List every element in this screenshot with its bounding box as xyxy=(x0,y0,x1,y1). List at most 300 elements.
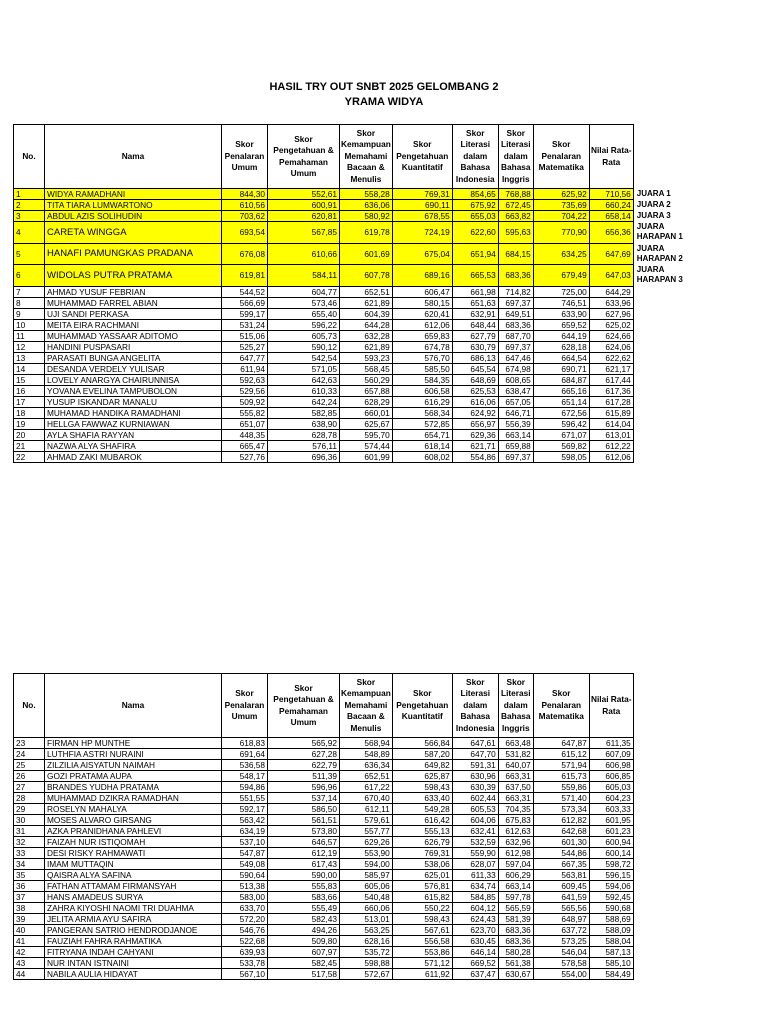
row-nama: PANGERAN SATRIO HENDRODJANOE xyxy=(45,925,222,936)
score-nilai-rata-rata: 594,06 xyxy=(589,881,633,892)
score-penalaran-matematika: 647,87 xyxy=(533,738,589,749)
score-penalaran-matematika: 565,56 xyxy=(533,903,589,914)
score-pengetahuan-kuantitatif: 612,06 xyxy=(392,319,452,330)
row-no: 20 xyxy=(14,429,45,440)
score-penalaran-matematika: 554,00 xyxy=(533,969,589,980)
score-pengetahuan-kuantitatif: 555,13 xyxy=(392,826,452,837)
score-pengetahuan-kuantitatif: 769,31 xyxy=(392,848,452,859)
award-label xyxy=(633,374,693,385)
score-pengetahuan-pemahaman-umum: 622,79 xyxy=(268,760,340,771)
score-kemampuan-memahami-bacaan: 636,06 xyxy=(340,200,393,211)
row-no: 39 xyxy=(14,914,45,925)
row-no: 1 xyxy=(14,189,45,200)
report-subtitle: YRAMA WIDYA xyxy=(344,96,424,108)
score-kemampuan-memahami-bacaan: 560,29 xyxy=(340,374,393,385)
score-literasi-inggris: 580,28 xyxy=(498,947,533,958)
row-nama: NAZWA ALYA SHAFIRA xyxy=(45,440,222,451)
score-literasi-inggris: 632,96 xyxy=(498,837,533,848)
score-literasi-indonesia: 647,70 xyxy=(452,749,498,760)
score-pengetahuan-pemahaman-umum: 590,12 xyxy=(268,341,340,352)
row-no: 41 xyxy=(14,936,45,947)
score-kemampuan-memahami-bacaan: 598,88 xyxy=(340,958,393,969)
score-literasi-inggris: 565,59 xyxy=(498,903,533,914)
row-no: 19 xyxy=(14,418,45,429)
score-kemampuan-memahami-bacaan: 557,77 xyxy=(340,826,393,837)
row-nama: FIRMAN HP MUNTHE xyxy=(45,738,222,749)
score-nilai-rata-rata: 710,56 xyxy=(589,189,633,200)
row-nama: AHMAD YUSUF FEBRIAN xyxy=(45,286,222,297)
score-pengetahuan-pemahaman-umum: 646,57 xyxy=(268,837,340,848)
table-row xyxy=(14,200,694,211)
header-literasi-inggris: Skor Literasi dalam Bahasa Inggris xyxy=(498,674,533,738)
row-nama: MUHAMMAD DZIKRA RAMADHAN xyxy=(45,793,222,804)
table-row xyxy=(14,297,694,308)
score-nilai-rata-rata: 588,09 xyxy=(589,925,633,936)
score-literasi-inggris: 556,39 xyxy=(498,418,533,429)
score-pengetahuan-pemahaman-umum: 642,24 xyxy=(268,396,340,407)
score-kemampuan-memahami-bacaan: 632,28 xyxy=(340,330,393,341)
score-penalaran-umum: 566,69 xyxy=(222,297,268,308)
score-pengetahuan-kuantitatif: 769,31 xyxy=(392,189,452,200)
table-row xyxy=(14,969,634,980)
score-pengetahuan-pemahaman-umum: 537,14 xyxy=(268,793,340,804)
results-table-1 xyxy=(13,124,694,463)
row-no: 29 xyxy=(14,804,45,815)
score-literasi-inggris: 768,88 xyxy=(498,189,533,200)
table-row xyxy=(14,804,634,815)
score-pengetahuan-kuantitatif: 598,43 xyxy=(392,914,452,925)
score-kemampuan-memahami-bacaan: 513,01 xyxy=(340,914,393,925)
row-nama: HANAFI PAMUNGKAS PRADANA xyxy=(45,243,222,265)
score-penalaran-matematika: 725,00 xyxy=(533,286,589,297)
score-pengetahuan-pemahaman-umum: 638,90 xyxy=(268,418,340,429)
row-no: 44 xyxy=(14,969,45,980)
row-nama: LOVELY ANARGYA CHAIRUNNISA xyxy=(45,374,222,385)
score-penalaran-matematika: 609,45 xyxy=(533,881,589,892)
row-no: 36 xyxy=(14,881,45,892)
score-kemampuan-memahami-bacaan: 660,01 xyxy=(340,407,393,418)
row-nama: ROSELYN MAHALYA xyxy=(45,804,222,815)
score-literasi-indonesia: 686,13 xyxy=(452,352,498,363)
score-kemampuan-memahami-bacaan: 652,51 xyxy=(340,771,393,782)
score-literasi-indonesia: 632,41 xyxy=(452,826,498,837)
score-penalaran-matematika: 633,90 xyxy=(533,308,589,319)
score-nilai-rata-rata: 601,23 xyxy=(589,826,633,837)
row-no: 8 xyxy=(14,297,45,308)
score-penalaran-umum: 572,20 xyxy=(222,914,268,925)
score-literasi-inggris: 597,04 xyxy=(498,859,533,870)
row-nama: MUHAMMAD YASSAAR ADITOMO xyxy=(45,330,222,341)
score-pengetahuan-kuantitatif: 654,71 xyxy=(392,429,452,440)
score-pengetahuan-kuantitatif: 576,70 xyxy=(392,352,452,363)
score-nilai-rata-rata: 611,35 xyxy=(589,738,633,749)
table-row xyxy=(14,211,694,222)
score-penalaran-umum: 527,76 xyxy=(222,451,268,462)
row-nama: FAUZIAH FAHRA RAHMATIKA xyxy=(45,936,222,947)
score-pengetahuan-kuantitatif: 538,06 xyxy=(392,859,452,870)
score-pengetahuan-pemahaman-umum: 555,49 xyxy=(268,903,340,914)
score-penalaran-matematika: 573,34 xyxy=(533,804,589,815)
row-nama: ZAHRA KIYOSHI NAOMI TRI DUAHMA xyxy=(45,903,222,914)
score-pengetahuan-pemahaman-umum: 571,05 xyxy=(268,363,340,374)
row-nama: DESI RISKY RAHMAWATI xyxy=(45,848,222,859)
score-penalaran-matematika: 628,18 xyxy=(533,341,589,352)
score-literasi-inggris: 697,37 xyxy=(498,341,533,352)
score-kemampuan-memahami-bacaan: 580,92 xyxy=(340,211,393,222)
score-pengetahuan-kuantitatif: 584,35 xyxy=(392,374,452,385)
score-literasi-indonesia: 605,53 xyxy=(452,804,498,815)
score-penalaran-umum: 536,58 xyxy=(222,760,268,771)
score-penalaran-matematika: 659,52 xyxy=(533,319,589,330)
score-penalaran-matematika: 573,25 xyxy=(533,936,589,947)
score-literasi-indonesia: 624,43 xyxy=(452,914,498,925)
score-nilai-rata-rata: 644,29 xyxy=(589,286,633,297)
score-nilai-rata-rata: 584,49 xyxy=(589,969,633,980)
score-literasi-inggris: 684,15 xyxy=(498,243,533,265)
score-penalaran-umum: 549,08 xyxy=(222,859,268,870)
table-row xyxy=(14,319,694,330)
score-pengetahuan-kuantitatif: 571,12 xyxy=(392,958,452,969)
score-kemampuan-memahami-bacaan: 585,97 xyxy=(340,870,393,881)
row-no: 4 xyxy=(14,222,45,244)
row-no: 6 xyxy=(14,265,45,287)
score-nilai-rata-rata: 617,44 xyxy=(589,374,633,385)
score-pengetahuan-kuantitatif: 616,29 xyxy=(392,396,452,407)
score-nilai-rata-rata: 612,06 xyxy=(589,451,633,462)
row-nama: MUHAMMAD FARREL ABIAN xyxy=(45,297,222,308)
row-no: 24 xyxy=(14,749,45,760)
score-penalaran-umum: 522,68 xyxy=(222,936,268,947)
score-pengetahuan-pemahaman-umum: 567,85 xyxy=(268,222,340,244)
score-pengetahuan-pemahaman-umum: 509,80 xyxy=(268,936,340,947)
score-penalaran-umum: 610,56 xyxy=(222,200,268,211)
score-penalaran-umum: 594,86 xyxy=(222,782,268,793)
score-pengetahuan-kuantitatif: 618,14 xyxy=(392,440,452,451)
header-penalaran-matematika: Skor Penalaran Matematika xyxy=(533,125,589,189)
score-penalaran-umum: 547,87 xyxy=(222,848,268,859)
header-kemampuan-memahami-bacaan: Skor Kemampuan Memahami Bacaan & Menulis xyxy=(340,125,393,189)
score-kemampuan-memahami-bacaan: 593,23 xyxy=(340,352,393,363)
score-penalaran-matematika: 615,73 xyxy=(533,771,589,782)
header-pengetahuan-kuantitatif: Skor Pengetahuan Kuantitatif xyxy=(392,125,452,189)
score-penalaran-matematika: 546,04 xyxy=(533,947,589,958)
row-nama: FAIZAH NUR ISTIQOMAH xyxy=(45,837,222,848)
score-literasi-indonesia: 604,06 xyxy=(452,815,498,826)
row-no: 16 xyxy=(14,385,45,396)
score-nilai-rata-rata: 587,13 xyxy=(589,947,633,958)
score-pengetahuan-kuantitatif: 633,40 xyxy=(392,793,452,804)
score-penalaran-matematika: 641,59 xyxy=(533,892,589,903)
row-no: 28 xyxy=(14,793,45,804)
score-pengetahuan-kuantitatif: 649,82 xyxy=(392,760,452,771)
score-nilai-rata-rata: 656,36 xyxy=(589,222,633,244)
score-kemampuan-memahami-bacaan: 628,16 xyxy=(340,936,393,947)
score-literasi-indonesia: 624,92 xyxy=(452,407,498,418)
score-pengetahuan-kuantitatif: 606,58 xyxy=(392,385,452,396)
score-literasi-inggris: 675,83 xyxy=(498,815,533,826)
score-penalaran-umum: 525,27 xyxy=(222,341,268,352)
row-nama: LUTHFIA ASTRI NURAINI xyxy=(45,749,222,760)
row-no: 22 xyxy=(14,451,45,462)
score-literasi-indonesia: 854,65 xyxy=(452,189,498,200)
award-label xyxy=(633,352,693,363)
score-literasi-inggris: 657,05 xyxy=(498,396,533,407)
header-nama: Nama xyxy=(45,674,222,738)
score-pengetahuan-pemahaman-umum: 696,36 xyxy=(268,451,340,462)
score-penalaran-matematika: 634,25 xyxy=(533,243,589,265)
score-literasi-indonesia: 665,53 xyxy=(452,265,498,287)
score-penalaran-umum: 619,81 xyxy=(222,265,268,287)
score-pengetahuan-kuantitatif: 625,01 xyxy=(392,870,452,881)
award-label xyxy=(633,330,693,341)
score-pengetahuan-pemahaman-umum: 596,22 xyxy=(268,319,340,330)
score-nilai-rata-rata: 598,72 xyxy=(589,859,633,870)
score-literasi-inggris: 630,67 xyxy=(498,969,533,980)
score-pengetahuan-pemahaman-umum: 627,28 xyxy=(268,749,340,760)
row-no: 3 xyxy=(14,211,45,222)
table-row xyxy=(14,286,694,297)
score-literasi-inggris: 640,07 xyxy=(498,760,533,771)
score-nilai-rata-rata: 590,68 xyxy=(589,903,633,914)
score-kemampuan-memahami-bacaan: 625,67 xyxy=(340,418,393,429)
header-penalaran-umum: Skor Penalaran Umum xyxy=(222,125,268,189)
score-pengetahuan-pemahaman-umum: 604,77 xyxy=(268,286,340,297)
score-nilai-rata-rata: 660,24 xyxy=(589,200,633,211)
score-nilai-rata-rata: 585,10 xyxy=(589,958,633,969)
score-nilai-rata-rata: 603,33 xyxy=(589,804,633,815)
row-no: 21 xyxy=(14,440,45,451)
row-nama: FITRYANA INDAH CAHYANI xyxy=(45,947,222,958)
award-label: JUARA 3 xyxy=(636,211,671,220)
score-literasi-inggris: 663,31 xyxy=(498,793,533,804)
score-kemampuan-memahami-bacaan: 636,34 xyxy=(340,760,393,771)
score-literasi-inggris: 663,82 xyxy=(498,211,533,222)
score-penalaran-matematika: 644,19 xyxy=(533,330,589,341)
score-penalaran-umum: 544,52 xyxy=(222,286,268,297)
header-kemampuan-memahami-bacaan: Skor Kemampuan Memahami Bacaan & Menulis xyxy=(340,674,393,738)
row-no: 38 xyxy=(14,903,45,914)
score-literasi-indonesia: 648,44 xyxy=(452,319,498,330)
score-literasi-inggris: 704,35 xyxy=(498,804,533,815)
row-nama: NUR INTAN ISTNAINI xyxy=(45,958,222,969)
award-label: JUARA 1 xyxy=(636,189,671,198)
score-penalaran-umum: 633,70 xyxy=(222,903,268,914)
row-nama: HELLGA FAWWAZ KURNIAWAN xyxy=(45,418,222,429)
score-nilai-rata-rata: 647,03 xyxy=(589,265,633,287)
header-literasi-indonesia: Skor Literasi dalam Bahasa Indonesia xyxy=(452,674,498,738)
score-penalaran-umum: 567,10 xyxy=(222,969,268,980)
score-penalaran-umum: 513,38 xyxy=(222,881,268,892)
score-penalaran-matematika: 642,68 xyxy=(533,826,589,837)
table-row xyxy=(14,815,634,826)
score-penalaran-matematika: 679,49 xyxy=(533,265,589,287)
row-no: 31 xyxy=(14,826,45,837)
score-pengetahuan-pemahaman-umum: 494,26 xyxy=(268,925,340,936)
score-pengetahuan-pemahaman-umum: 628,78 xyxy=(268,429,340,440)
award-label: JUARA 2 xyxy=(636,200,671,209)
table-row xyxy=(14,429,694,440)
score-penalaran-umum: 693,54 xyxy=(222,222,268,244)
award-label xyxy=(633,308,693,319)
score-nilai-rata-rata: 601,95 xyxy=(589,815,633,826)
score-kemampuan-memahami-bacaan: 617,22 xyxy=(340,782,393,793)
score-literasi-indonesia: 661,98 xyxy=(452,286,498,297)
score-penalaran-matematika: 667,35 xyxy=(533,859,589,870)
score-literasi-inggris: 608,65 xyxy=(498,374,533,385)
score-kemampuan-memahami-bacaan: 579,61 xyxy=(340,815,393,826)
score-nilai-rata-rata: 627,96 xyxy=(589,308,633,319)
score-penalaran-umum: 691,64 xyxy=(222,749,268,760)
row-no: 25 xyxy=(14,760,45,771)
score-pengetahuan-pemahaman-umum: 590,00 xyxy=(268,870,340,881)
header-spacer xyxy=(633,125,693,189)
score-literasi-inggris: 663,14 xyxy=(498,881,533,892)
row-no: 12 xyxy=(14,341,45,352)
score-pengetahuan-pemahaman-umum: 596,96 xyxy=(268,782,340,793)
score-literasi-indonesia: 627,79 xyxy=(452,330,498,341)
row-no: 5 xyxy=(14,243,45,265)
score-kemampuan-memahami-bacaan: 619,78 xyxy=(340,222,393,244)
score-literasi-inggris: 674,98 xyxy=(498,363,533,374)
score-pengetahuan-pemahaman-umum: 607,97 xyxy=(268,947,340,958)
score-literasi-inggris: 638,47 xyxy=(498,385,533,396)
row-no: 2 xyxy=(14,200,45,211)
row-nama: YOVANA EVELINA TAMPUBOLON xyxy=(45,385,222,396)
score-pengetahuan-kuantitatif: 678,55 xyxy=(392,211,452,222)
score-pengetahuan-pemahaman-umum: 583,66 xyxy=(268,892,340,903)
row-nama: ABDUL AZIS SOLIHUDIN xyxy=(45,211,222,222)
score-kemampuan-memahami-bacaan: 612,11 xyxy=(340,804,393,815)
score-literasi-indonesia: 591,31 xyxy=(452,760,498,771)
score-penalaran-umum: 546,76 xyxy=(222,925,268,936)
score-nilai-rata-rata: 604,23 xyxy=(589,793,633,804)
table-row xyxy=(14,749,634,760)
score-pengetahuan-pemahaman-umum: 555,83 xyxy=(268,881,340,892)
table-row xyxy=(14,958,634,969)
score-pengetahuan-pemahaman-umum: 582,85 xyxy=(268,407,340,418)
score-pengetahuan-kuantitatif: 659,83 xyxy=(392,330,452,341)
score-pengetahuan-kuantitatif: 724,19 xyxy=(392,222,452,244)
score-penalaran-matematika: 544,86 xyxy=(533,848,589,859)
score-literasi-indonesia: 628,07 xyxy=(452,859,498,870)
row-no: 40 xyxy=(14,925,45,936)
table-row xyxy=(14,385,694,396)
score-kemampuan-memahami-bacaan: 670,40 xyxy=(340,793,393,804)
score-pengetahuan-kuantitatif: 606,47 xyxy=(392,286,452,297)
score-literasi-indonesia: 622,60 xyxy=(452,222,498,244)
score-penalaran-matematika: 571,40 xyxy=(533,793,589,804)
score-literasi-indonesia: 656,97 xyxy=(452,418,498,429)
score-penalaran-matematika: 571,94 xyxy=(533,760,589,771)
header-penalaran-matematika: Skor Penalaran Matematika xyxy=(533,674,589,738)
table-row xyxy=(14,947,634,958)
row-nama: GOZI PRATAMA AUPA xyxy=(45,771,222,782)
row-no: 9 xyxy=(14,308,45,319)
score-pengetahuan-kuantitatif: 576,81 xyxy=(392,881,452,892)
table-row xyxy=(14,330,694,341)
score-pengetahuan-kuantitatif: 674,78 xyxy=(392,341,452,352)
score-literasi-indonesia: 669,52 xyxy=(452,958,498,969)
score-literasi-inggris: 597,78 xyxy=(498,892,533,903)
score-pengetahuan-pemahaman-umum: 582,43 xyxy=(268,914,340,925)
score-pengetahuan-pemahaman-umum: 576,11 xyxy=(268,440,340,451)
score-nilai-rata-rata: 606,98 xyxy=(589,760,633,771)
score-nilai-rata-rata: 612,22 xyxy=(589,440,633,451)
table-row xyxy=(14,341,694,352)
award-label: JUARA HARAPAN 3 xyxy=(636,265,683,285)
score-pengetahuan-pemahaman-umum: 600,91 xyxy=(268,200,340,211)
score-literasi-indonesia: 559,90 xyxy=(452,848,498,859)
score-nilai-rata-rata: 658,14 xyxy=(589,211,633,222)
award-label xyxy=(633,418,693,429)
award-label xyxy=(633,440,693,451)
score-penalaran-matematika: 770,90 xyxy=(533,222,589,244)
score-penalaran-matematika: 704,22 xyxy=(533,211,589,222)
score-literasi-inggris: 659,88 xyxy=(498,440,533,451)
score-pengetahuan-kuantitatif: 626,79 xyxy=(392,837,452,848)
score-nilai-rata-rata: 625,02 xyxy=(589,319,633,330)
table-row xyxy=(14,848,634,859)
score-penalaran-matematika: 637,72 xyxy=(533,925,589,936)
score-pengetahuan-pemahaman-umum: 612,19 xyxy=(268,848,340,859)
score-literasi-indonesia: 637,47 xyxy=(452,969,498,980)
score-literasi-inggris: 595,63 xyxy=(498,222,533,244)
table-row xyxy=(14,363,694,374)
score-pengetahuan-pemahaman-umum: 610,66 xyxy=(268,243,340,265)
score-pengetahuan-kuantitatif: 568,34 xyxy=(392,407,452,418)
row-no: 27 xyxy=(14,782,45,793)
row-no: 43 xyxy=(14,958,45,969)
score-pengetahuan-kuantitatif: 587,20 xyxy=(392,749,452,760)
score-pengetahuan-kuantitatif: 689,16 xyxy=(392,265,452,287)
score-nilai-rata-rata: 617,36 xyxy=(589,385,633,396)
score-penalaran-matematika: 664,54 xyxy=(533,352,589,363)
score-penalaran-umum: 583,00 xyxy=(222,892,268,903)
score-kemampuan-memahami-bacaan: 595,70 xyxy=(340,429,393,440)
score-penalaran-umum: 531,24 xyxy=(222,319,268,330)
row-no: 10 xyxy=(14,319,45,330)
table-row xyxy=(14,374,694,385)
score-literasi-inggris: 649,51 xyxy=(498,308,533,319)
row-nama: IMAM MUTTAQIN xyxy=(45,859,222,870)
score-literasi-indonesia: 646,14 xyxy=(452,947,498,958)
award-label xyxy=(633,396,693,407)
award-label xyxy=(633,363,693,374)
table-row xyxy=(14,793,634,804)
score-kemampuan-memahami-bacaan: 657,88 xyxy=(340,385,393,396)
score-kemampuan-memahami-bacaan: 660,06 xyxy=(340,903,393,914)
score-nilai-rata-rata: 596,15 xyxy=(589,870,633,881)
score-pengetahuan-pemahaman-umum: 586,50 xyxy=(268,804,340,815)
table-row xyxy=(14,738,634,749)
score-kemampuan-memahami-bacaan: 607,78 xyxy=(340,265,393,287)
score-penalaran-umum: 703,62 xyxy=(222,211,268,222)
score-nilai-rata-rata: 588,69 xyxy=(589,914,633,925)
table-row xyxy=(14,925,634,936)
score-kemampuan-memahami-bacaan: 553,90 xyxy=(340,848,393,859)
award-label xyxy=(633,385,693,396)
header-nilai-rata-rata: Nilai Rata-Rata xyxy=(589,674,633,738)
row-no: 15 xyxy=(14,374,45,385)
row-no: 30 xyxy=(14,815,45,826)
score-nilai-rata-rata: 633,96 xyxy=(589,297,633,308)
score-pengetahuan-pemahaman-umum: 642,63 xyxy=(268,374,340,385)
score-nilai-rata-rata: 622,62 xyxy=(589,352,633,363)
score-penalaran-matematika: 563,81 xyxy=(533,870,589,881)
table-row xyxy=(14,451,694,462)
score-literasi-indonesia: 584,85 xyxy=(452,892,498,903)
score-literasi-indonesia: 632,91 xyxy=(452,308,498,319)
